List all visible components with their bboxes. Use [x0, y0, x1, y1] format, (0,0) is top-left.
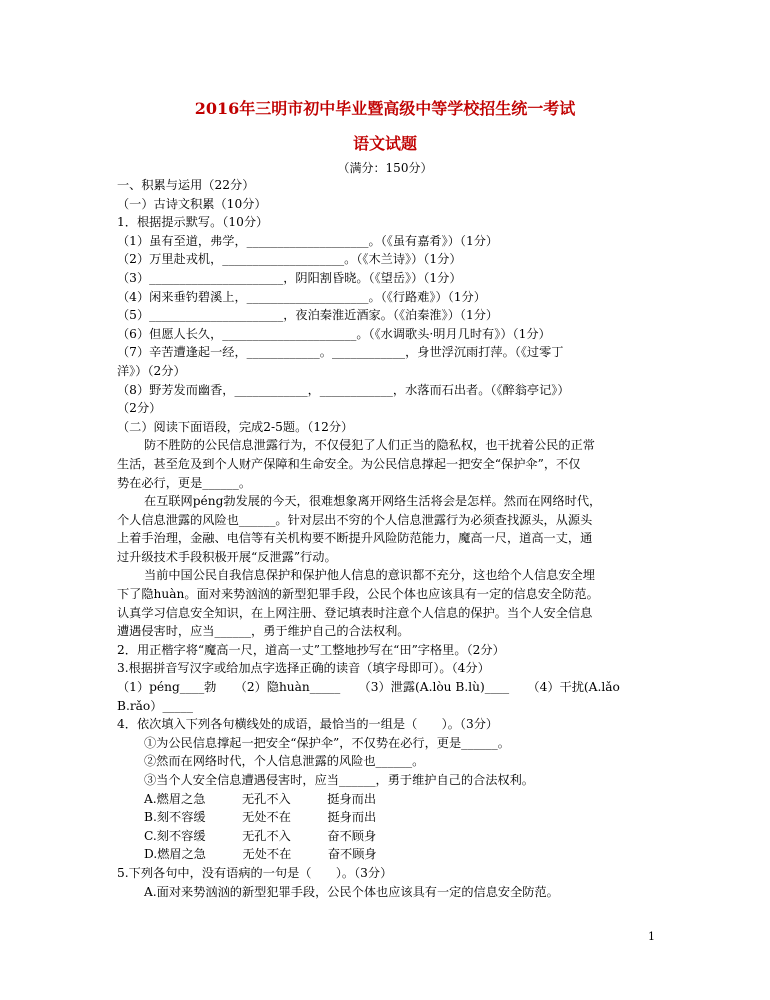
passage-line: 在互联网péng勃发展的今天，很难想象离开网络生活将会是怎样。然而在网络时代，: [144, 494, 602, 509]
question-5: 5.下列各句中，没有语病的一句是（ ）。（3分）: [117, 865, 393, 880]
recitation-item: （8）野芳发而幽香，____________，____________，水落而石出者。（《醉翁亭记》）: [117, 382, 570, 397]
question-3: 3.根据拼音写汉字或给加点字选择正确的读音（填字母即可）。（4分）: [117, 661, 490, 676]
recitation-item: （4）闲来垂钓碧溪上，____________________。（《行路难》）（1分）: [117, 289, 486, 304]
exam-title: 2016年三明市初中毕业暨高级中等学校招生统一考试: [194, 99, 576, 118]
page-number: 1: [648, 930, 655, 943]
recitation-item: （3）______________________，阴阳割昏晓。（《望岳》）（1分）: [117, 270, 462, 285]
passage-line: 个人信息泄露的风险也______。针对层出不穷的个人信息泄露行为必须查找源头，从源头: [117, 512, 593, 527]
passage-line: 上着手治理，金融、电信等有关机构要不断提升风险防范能力，魔高一尺，道高一丈，通: [117, 531, 593, 546]
recitation-item-cont: 洋》）（2分）: [117, 363, 186, 378]
question-4-option: A.燃眉之急 无孔不入 挺身而出: [144, 791, 377, 806]
question-5-option: A.面对来势汹汹的新型犯罪手段，公民个体也应该具有一定的信息安全防范。: [144, 884, 559, 899]
question-2: 2．用正楷字将“魔高一尺，道高一丈”工整地抄写在“田”字格里。（2分）: [117, 642, 505, 657]
recitation-item: （7）辛苦遭逢起一经，____________。____________，身世浮沉雨打萍。（《过零丁: [117, 345, 564, 360]
recitation-item: （2）万里赴戎机，____________________。（《木兰诗》）（1分）: [117, 252, 462, 267]
recitation-item: （1）虽有至道，弗学，____________________。（《虽有嘉肴》）（1分）: [117, 233, 499, 248]
passage-line: 过升级技术手段积极开展“反泄露”行动。: [117, 549, 337, 564]
recitation-item: （5）______________________，夜泊秦淮近酒家。（《泊秦淮》）（1分）: [117, 308, 499, 323]
question-1-prompt: 1．根据提示默写。（10分）: [117, 215, 269, 230]
question-4-sentence: ②然而在网络时代，个人信息泄露的风险也______。: [144, 754, 425, 769]
passage-line: 防不胜防的公民信息泄露行为，不仅侵犯了人们正当的隐私权，也干扰着公民的正常: [144, 438, 595, 453]
recitation-item: （6）但愿人长久，______________________。（《水调歌头·明月几时有》）（1分）: [117, 326, 551, 341]
question-4: 4．依次填入下列各句横线处的成语，最恰当的一组是（ ）。（3分）: [117, 717, 499, 732]
question-3-items: （1）péng____勃 （2）隐huàn_____ （3）泄露(A.lòu B.lù)____ （4）干扰(A.lǎo: [117, 680, 620, 695]
section-heading: 一、积累与运用（22分）: [117, 178, 255, 192]
recitation-item-cont: （2分）: [117, 401, 162, 416]
question-3-items-cont: B.rǎo）_____: [117, 698, 193, 713]
full-score-note: （满分：150分）: [337, 161, 433, 175]
paper-subtitle: 语文试题: [352, 134, 417, 153]
question-4-sentence: ③当个人安全信息遭遇侵害时，应当______，勇于维护自己的合法权利。: [144, 773, 534, 787]
question-4-option: D.燃眉之急 无处不在 奋不顾身: [144, 847, 377, 862]
question-4-option: C.刻不容缓 无孔不入 奋不顾身: [144, 828, 377, 843]
passage-line: 生活，甚至危及到个人财产保障和生命安全。为公民信息撑起一把安全“保护伞”，不仅: [117, 456, 581, 471]
passage-line: 当前中国公民自我信息保护和保护他人信息的意识都不充分，这也给个人信息安全埋: [144, 568, 595, 583]
question-4-option: B.刻不容缓 无处不在 挺身而出: [144, 810, 377, 825]
passage-line: 下了隐huàn。面对来势汹汹的新型犯罪手段，公民个体也应该具有一定的信息安全防范。: [117, 587, 599, 602]
question-4-sentence: ①为公民信息撑起一把安全“保护伞”，不仅势在必行，更是______。: [144, 735, 510, 750]
passage-line: 遭遇侵害时，应当______，勇于维护自己的合法权利。: [117, 624, 410, 639]
exam-body: [117, 176, 662, 901]
passage-line: 势在必行，更是______。: [117, 475, 252, 490]
subsection-heading: （一）古诗文积累（10分）: [117, 196, 267, 211]
passage-line: 认真学习信息安全知识，在上网注册、登记填表时注意个人信息的保护。当个人安全信息: [117, 605, 593, 620]
reading-instruction: （二）阅读下面语段，完成2-5题。（12分）: [117, 419, 354, 434]
